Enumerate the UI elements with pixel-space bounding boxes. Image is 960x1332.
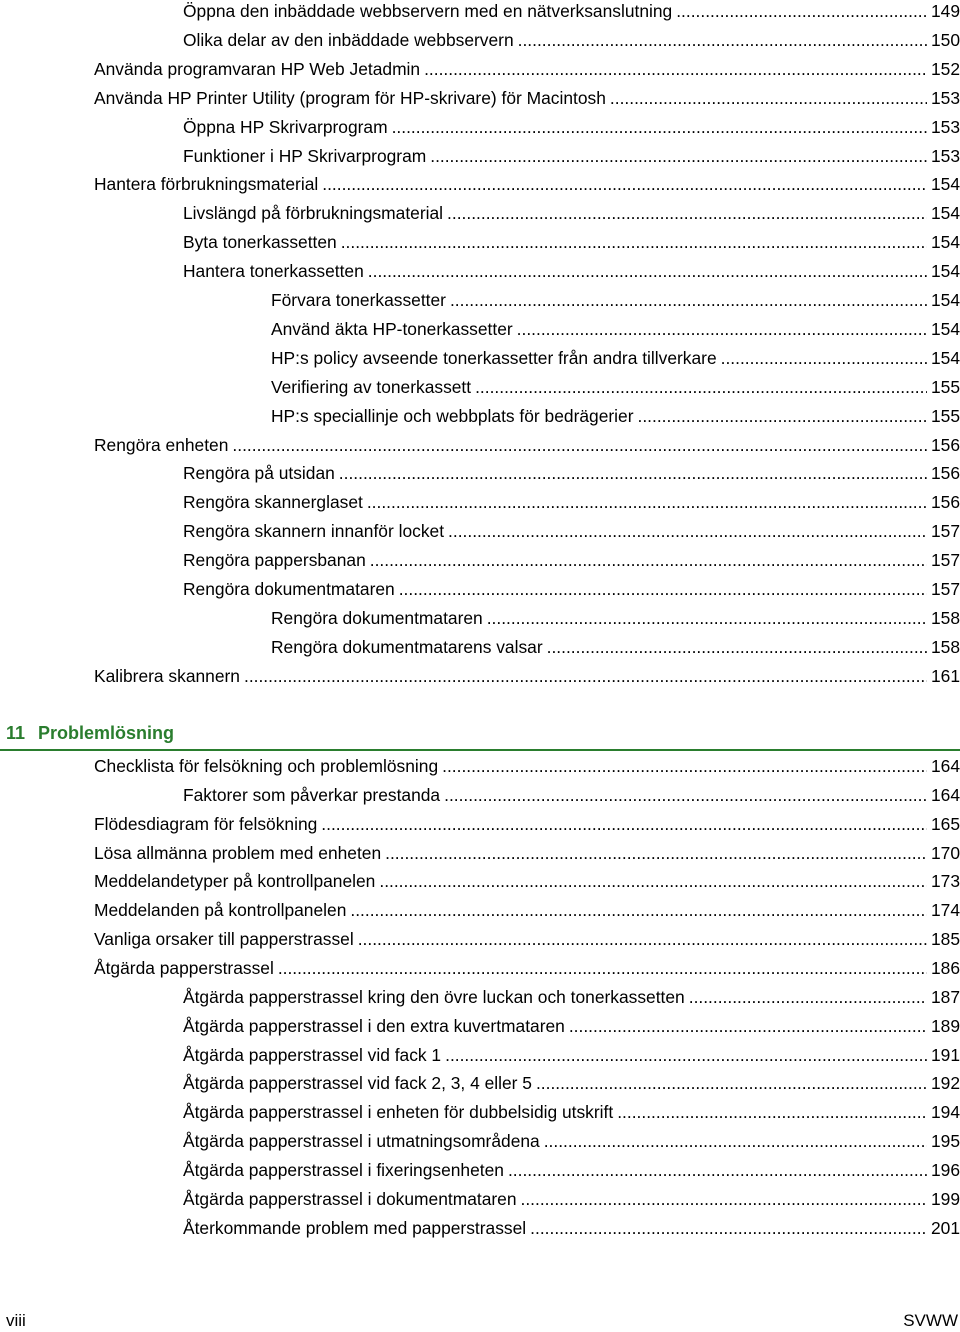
toc-entry-page: 170 [930, 842, 960, 863]
toc-leader-dots [508, 1158, 927, 1182]
toc-entry-page: 185 [930, 929, 960, 950]
toc-entry-title: Återkommande problem med papperstrassel [183, 1217, 527, 1238]
toc-entry[interactable] [183, 28, 960, 52]
toc-entry-page: 154 [930, 232, 960, 253]
toc-entry[interactable] [183, 1100, 960, 1124]
toc-entry-page: 156 [930, 463, 960, 484]
toc-entry-page: 187 [930, 986, 960, 1007]
toc-entry-title: Lösa allmänna problem med enheten [94, 842, 382, 863]
toc-entry-title: Använda programvaran HP Web Jetadmin [94, 58, 421, 79]
toc-entry[interactable] [183, 144, 960, 168]
toc-entry-page: 194 [930, 1102, 960, 1123]
toc-entry-title: Åtgärda papperstrassel i dokumentmataren [183, 1188, 517, 1209]
toc-entry-page: 153 [930, 116, 960, 137]
toc-leader-dots [721, 346, 927, 370]
toc-entry-page: 154 [930, 174, 960, 195]
toc-entry-page: 186 [930, 957, 960, 978]
toc-entry-page: 192 [930, 1073, 960, 1094]
toc-entry[interactable] [183, 548, 960, 572]
toc-leader-dots [517, 317, 927, 341]
toc-entry-title: Rengöra enheten [94, 434, 229, 455]
toc-entry[interactable] [94, 86, 960, 110]
toc-entry-title: Använda HP Printer Utility (program för HP-skrivare) för Macintosh [94, 87, 606, 108]
toc-leader-dots [450, 288, 927, 312]
toc-leader-dots [350, 898, 927, 922]
toc-entry-page: 158 [930, 607, 960, 628]
toc-leader-dots [521, 1187, 927, 1211]
toc-entry[interactable] [94, 956, 960, 980]
toc-entry-page: 173 [930, 871, 960, 892]
toc-leader-dots [569, 1014, 927, 1038]
toc-leader-dots [444, 783, 927, 807]
toc-entry-page: 157 [930, 579, 960, 599]
toc-leader-dots [370, 548, 927, 572]
footer-page-number: viii [6, 1311, 26, 1330]
toc-entry-title: Åtgärda papperstrassel i utmatningsområdena [183, 1131, 540, 1152]
toc-entry[interactable] [271, 375, 960, 399]
toc-entry-title: Checklista för felsökning och problemlösning [94, 756, 439, 776]
toc-entry-title: Förvara tonerkassetter [271, 290, 446, 310]
toc-entry-page: 195 [930, 1131, 960, 1152]
toc-entry-title: Rengöra pappersbanan [183, 550, 366, 571]
toc-leader-dots [475, 375, 927, 399]
toc-entry[interactable] [183, 259, 960, 283]
toc-leader-dots [547, 635, 927, 659]
toc-entry[interactable] [271, 404, 960, 428]
toc-entry[interactable] [271, 346, 960, 370]
toc-leader-dots [322, 172, 927, 196]
toc-entry[interactable] [94, 927, 960, 951]
toc-entry-title: Åtgärda papperstrassel i den extra kuvertmataren [183, 1015, 565, 1036]
toc-entry[interactable] [94, 664, 960, 688]
toc-leader-dots [544, 1129, 927, 1153]
toc-leader-dots [399, 577, 927, 601]
toc-entry-page: 156 [930, 492, 960, 513]
toc-leader-dots [367, 490, 927, 514]
toc-entry-page: 153 [930, 145, 960, 166]
toc-entry-page: 157 [930, 521, 960, 542]
toc-entry[interactable] [271, 317, 960, 341]
toc-entry-page: 189 [930, 1015, 960, 1036]
toc-entry-page: 154 [930, 318, 960, 339]
toc-leader-dots [530, 1216, 927, 1240]
toc-leader-dots [358, 927, 927, 951]
toc-entry[interactable] [183, 1216, 960, 1240]
toc-entry[interactable] [183, 461, 960, 485]
toc-entry-title: Använd äkta HP-tonerkassetter [271, 318, 513, 339]
toc-entry-title: Funktioner i HP Skrivarprogram [183, 145, 427, 166]
toc-entry-page: 164 [930, 784, 960, 805]
toc-entry-page: 158 [930, 636, 960, 657]
toc-entry-page: 154 [930, 290, 960, 310]
toc-entry[interactable] [271, 288, 960, 312]
toc-entry-title: Rengöra dokumentmataren [183, 579, 395, 599]
toc-leader-dots [424, 57, 927, 81]
toc-entry-title: Vanliga orsaker till papperstrassel [94, 929, 354, 950]
toc-leader-dots [518, 28, 927, 52]
toc-entry-page: 149 [930, 1, 960, 21]
toc-leader-dots [676, 0, 927, 23]
toc-entry[interactable] [183, 0, 960, 23]
toc-leader-dots [232, 433, 927, 457]
toc-entry-title: Byta tonerkassetten [183, 232, 337, 253]
toc-leader-dots [392, 115, 927, 139]
toc-entry-page: 154 [930, 347, 960, 368]
toc-entry-page: 150 [930, 29, 960, 50]
toc-entry-title: Åtgärda papperstrassel kring den övre luckan och tonerkassetten [183, 986, 685, 1007]
toc-entry[interactable] [183, 783, 960, 807]
toc-entry[interactable] [183, 1071, 960, 1095]
toc-entry-title: Rengöra skannern innanför locket [183, 521, 445, 542]
toc-leader-dots [379, 869, 927, 893]
toc-leader-dots [689, 985, 927, 1009]
toc-entry[interactable] [183, 115, 960, 139]
footer-doc-code: SVWW [903, 1311, 958, 1330]
toc-entry-title: Åtgärda papperstrassel vid fack 2, 3, 4 eller 5 [183, 1073, 532, 1094]
toc-leader-dots [278, 956, 927, 980]
toc-entry-title: HP:s policy avseende tonerkassetter från andra tillverkare [271, 347, 717, 368]
toc-leader-dots [447, 201, 927, 225]
toc-entry[interactable] [183, 230, 960, 254]
toc-entry-page: 191 [930, 1044, 960, 1065]
toc-entry-title: Meddelanden på kontrollpanelen [94, 900, 347, 921]
toc-entry[interactable] [94, 433, 960, 457]
toc-leader-dots [536, 1071, 927, 1095]
toc-entry[interactable] [183, 490, 960, 514]
toc-entry-page: 161 [930, 665, 960, 686]
toc-leader-dots [445, 1043, 927, 1067]
toc-leader-dots [430, 144, 927, 168]
toc-entry[interactable] [183, 201, 960, 225]
toc-leader-dots [610, 86, 927, 110]
toc-leader-dots [487, 606, 927, 630]
toc-leader-dots [244, 664, 927, 688]
toc-entry-title: Åtgärda papperstrassel vid fack 1 [183, 1044, 442, 1065]
toc-entry[interactable] [94, 754, 960, 778]
toc-leader-dots [321, 812, 927, 836]
toc-leader-dots [448, 519, 927, 543]
toc-entry-page: 154 [930, 203, 960, 224]
chapter-number: 11 [6, 723, 26, 743]
toc-entry[interactable] [183, 519, 960, 543]
toc-entry[interactable] [183, 1129, 960, 1153]
toc-entry-title: Livslängd på förbrukningsmaterial [183, 203, 444, 224]
toc-entry[interactable] [94, 841, 960, 865]
toc-entry[interactable] [94, 172, 960, 196]
toc-entry-title: Olika delar av den inbäddade webbservern [183, 29, 514, 50]
toc-entry-title: Verifiering av tonerkassett [271, 376, 472, 397]
chapter-title: Problemlösning [38, 723, 175, 743]
toc-entry-page: 174 [930, 900, 960, 921]
chapter-heading [6, 723, 174, 744]
toc-entry-title: Flödesdiagram för felsökning [94, 813, 318, 834]
toc-entry-page: 165 [930, 813, 960, 834]
toc-entry[interactable] [183, 1187, 960, 1211]
toc-entry[interactable] [94, 869, 960, 893]
toc-entry-page: 199 [930, 1188, 960, 1209]
toc-entry-page: 157 [930, 550, 960, 571]
toc-leader-dots [617, 1100, 927, 1124]
toc-entry[interactable] [183, 1043, 960, 1067]
toc-entry-page: 196 [930, 1159, 960, 1180]
toc-entry-title: HP:s speciallinje och webbplats för bedrägerier [271, 405, 634, 426]
toc-entry-title: Öppna den inbäddade webbservern med en nätverksanslutning [183, 1, 673, 21]
toc-entry-title: Hantera förbrukningsmaterial [94, 174, 319, 195]
toc-entry-page: 155 [930, 405, 960, 426]
toc-entry-page: 153 [930, 87, 960, 108]
toc-entry[interactable] [183, 1158, 960, 1182]
toc-entry-title: Rengöra på utsidan [183, 463, 335, 484]
toc-entry-title: Rengöra dokumentmatarens valsar [271, 636, 543, 657]
toc-entry[interactable] [183, 985, 960, 1009]
toc-entry[interactable] [271, 606, 960, 630]
toc-entry[interactable] [183, 1014, 960, 1038]
toc-entry-title: Åtgärda papperstrassel i fixeringsenheten [183, 1159, 504, 1180]
toc-entry-page: 152 [930, 58, 960, 79]
toc-entry[interactable] [183, 577, 960, 601]
toc-entry[interactable] [94, 812, 960, 836]
toc-leader-dots [339, 461, 927, 485]
toc-leader-dots [638, 404, 927, 428]
toc-entry-title: Faktorer som påverkar prestanda [183, 784, 441, 805]
toc-entry-page: 156 [930, 434, 960, 455]
toc-entry-page: 155 [930, 376, 960, 397]
toc-entry[interactable] [94, 57, 960, 81]
toc-leader-dots [385, 841, 927, 865]
toc-leader-dots [442, 754, 927, 778]
toc-entry[interactable] [94, 898, 960, 922]
toc-entry-title: Rengöra dokumentmataren [271, 607, 483, 628]
toc-entry-page: 164 [930, 756, 960, 776]
toc-entry-title: Öppna HP Skrivarprogram [183, 116, 388, 137]
toc-entry-title: Hantera tonerkassetten [183, 261, 364, 282]
toc-entry[interactable] [271, 635, 960, 659]
toc-leader-dots [368, 259, 927, 283]
toc-entry-title: Rengöra skannerglaset [183, 492, 363, 513]
toc-entry-page: 201 [930, 1217, 960, 1238]
toc-entry-title: Åtgärda papperstrassel i enheten för dubbelsidig utskrift [183, 1102, 614, 1123]
toc-leader-dots [341, 230, 927, 254]
chapter-divider [0, 749, 960, 751]
toc-entry-title: Kalibrera skannern [94, 665, 240, 686]
toc-entry-title: Meddelandetyper på kontrollpanelen [94, 871, 376, 892]
toc-entry-page: 154 [930, 261, 960, 282]
toc-entry-title: Åtgärda papperstrassel [94, 957, 274, 978]
